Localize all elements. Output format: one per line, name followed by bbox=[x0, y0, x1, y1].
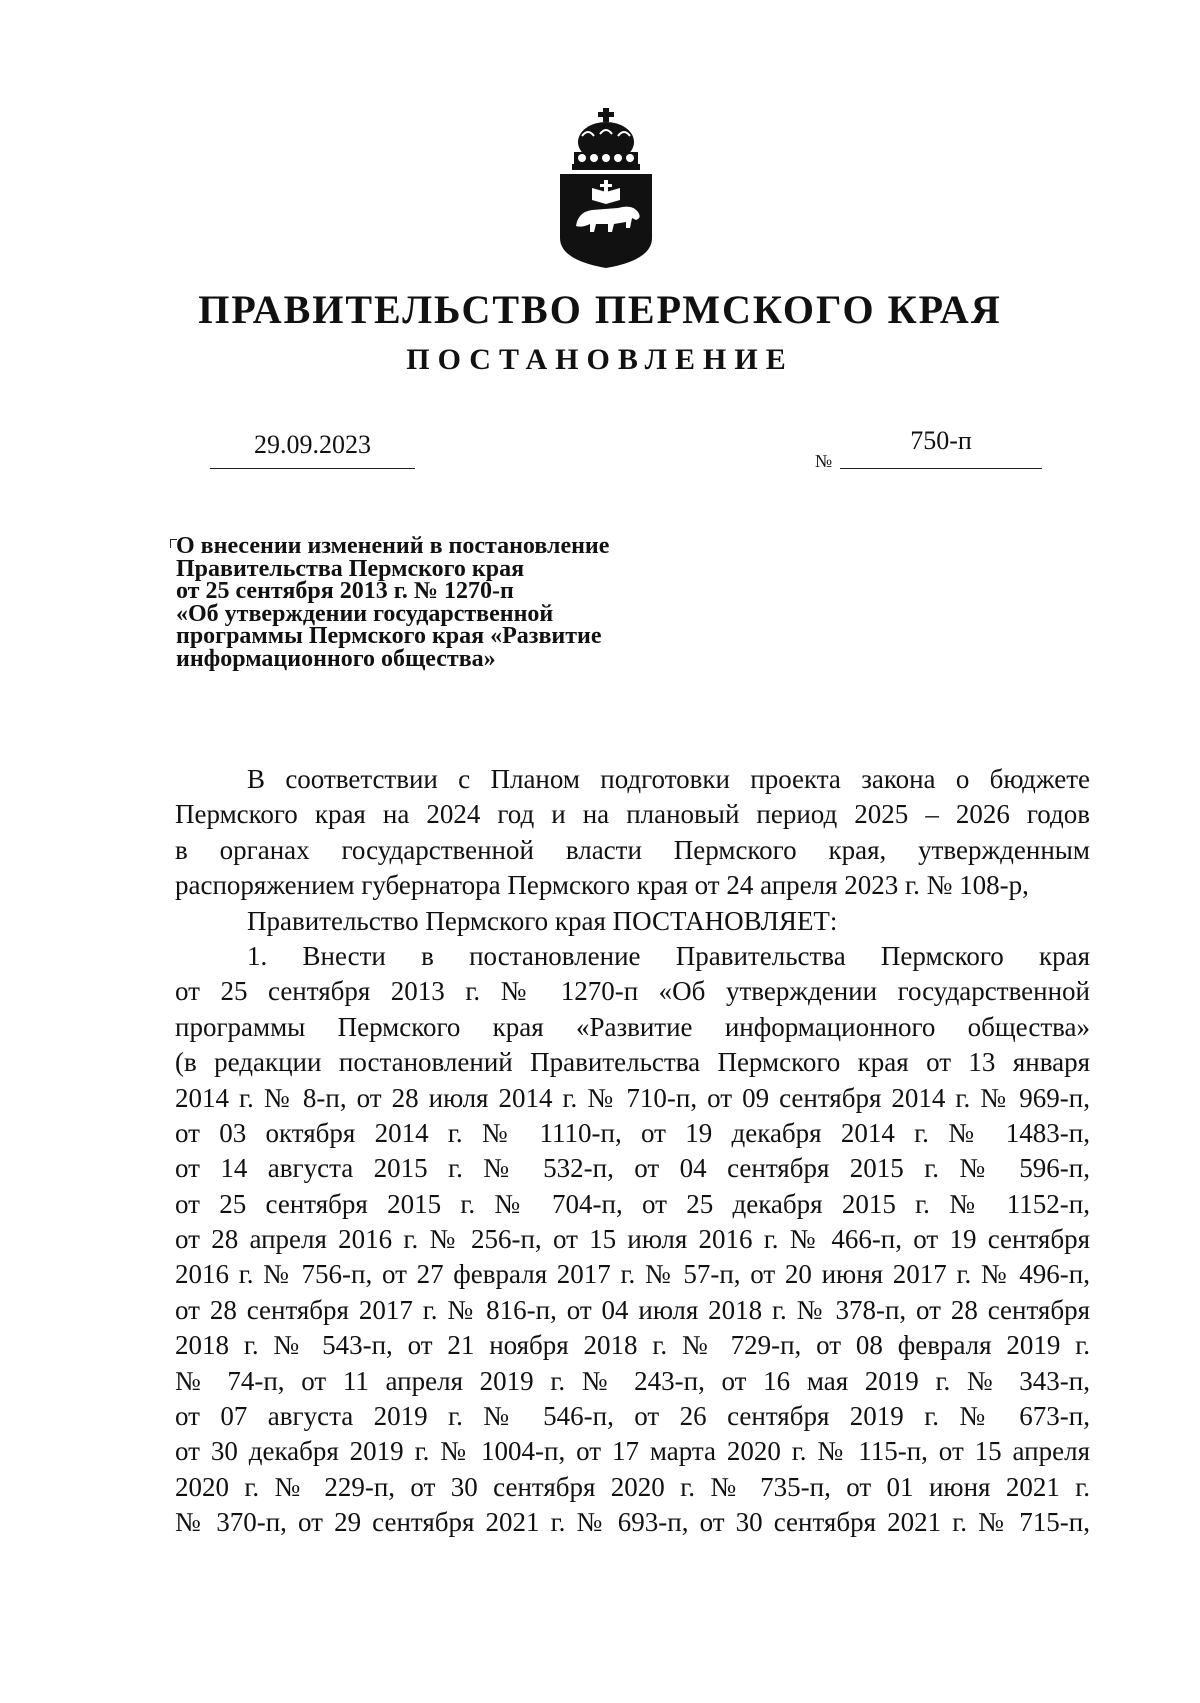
body-line: от 28 сентября 2017 г. № 816-п, от 04 июля 2018 г. № 378-п, от 28 сентября bbox=[175, 1294, 1090, 1325]
body-line: 2018 г. № 543-п, от 21 ноября 2018 г. № 729-п, от 08 февраля 2019 г. bbox=[175, 1330, 1090, 1361]
document-date: 29.09.2023 bbox=[254, 430, 371, 459]
subject-line: информационного общества» bbox=[176, 645, 496, 672]
body-line: в органах государственной власти Пермского края, утвержденным bbox=[175, 834, 1090, 865]
body-line: № 370-п, от 29 сентября 2021 г. № 693-п, от 30 сентября 2021 г. № 715-п, bbox=[175, 1507, 1090, 1538]
subject-line: «Об утверждении государственной bbox=[176, 600, 554, 627]
organization-title: ПРАВИТЕЛЬСТВО ПЕРМСКОГО КРАЯ bbox=[198, 287, 1002, 332]
perm-krai-coat-of-arms-icon bbox=[552, 100, 660, 270]
document-body bbox=[175, 762, 1090, 1541]
body-line: от 28 апреля 2016 г. № 256-п, от 15 июля 2016 г. № 466-п, от 19 сентября bbox=[175, 1224, 1090, 1255]
body-line: от 25 сентября 2013 г. № 1270-п «Об утверждении государственной bbox=[175, 976, 1090, 1007]
body-line: 2020 г. № 229-п, от 30 сентября 2020 г. № 735-п, от 01 июня 2021 г. bbox=[175, 1471, 1090, 1502]
date-underline bbox=[210, 468, 415, 469]
document-subject bbox=[176, 535, 736, 670]
subject-line: Правительства Пермского края bbox=[176, 555, 525, 582]
body-line: от 30 декабря 2019 г. № 1004-п, от 17 марта 2020 г. № 115-п, от 15 апреля bbox=[175, 1436, 1090, 1467]
document-type: ПОСТАНОВЛЕНИЕ bbox=[406, 343, 794, 376]
body-line: 2014 г. № 8-п, от 28 июля 2014 г. № 710-п, от 09 сентября 2014 г. № 969-п, bbox=[175, 1082, 1090, 1113]
body-line: программы Пермского края «Развитие информационного общества» bbox=[175, 1011, 1090, 1042]
body-line: Правительство Пермского края ПОСТАНОВЛЯЕТ: bbox=[247, 905, 838, 936]
subject-line: О внесении изменений в постановление bbox=[176, 533, 610, 559]
body-line: распоряжением губернатора Пермского края от 24 апреля 2023 г. № 108-р, bbox=[175, 870, 1029, 901]
body-line: от 03 октября 2014 г. № 1110-п, от 19 декабря 2014 г. № 1483-п, bbox=[175, 1117, 1090, 1148]
number-sign: № bbox=[815, 451, 833, 471]
subject-line: от 25 сентября 2013 г. № 1270-п bbox=[176, 578, 514, 604]
body-line: от 14 августа 2015 г. № 532-п, от 04 сентября 2015 г. № 596-п, bbox=[175, 1153, 1090, 1184]
body-line: (в редакции постановлений Правительства Пермского края от 13 января bbox=[175, 1047, 1090, 1078]
document-number: 750-п bbox=[910, 426, 972, 455]
subject-line: программы Пермского края «Развитие bbox=[176, 623, 602, 649]
body-line: В соответствии с Планом подготовки проекта закона о бюджете bbox=[247, 764, 1090, 794]
body-line: от 07 августа 2019 г. № 546-п, от 26 сентября 2019 г. № 673-п, bbox=[175, 1401, 1090, 1432]
body-line: Пермского края на 2024 год и на плановый период 2025 – 2026 годов bbox=[175, 799, 1090, 830]
number-underline bbox=[840, 468, 1042, 469]
body-line: 1. Внести в постановление Правительства Пермского края bbox=[247, 940, 1090, 971]
body-line: 2016 г. № 756-п, от 27 февраля 2017 г. № 57-п, от 20 июня 2017 г. № 496-п, bbox=[175, 1259, 1090, 1290]
body-line: № 74-п, от 11 апреля 2019 г. № 243-п, от 16 мая 2019 г. № 343-п, bbox=[175, 1365, 1090, 1396]
body-line: от 25 сентября 2015 г. № 704-п, от 25 декабря 2015 г. № 1152-п, bbox=[175, 1188, 1090, 1219]
